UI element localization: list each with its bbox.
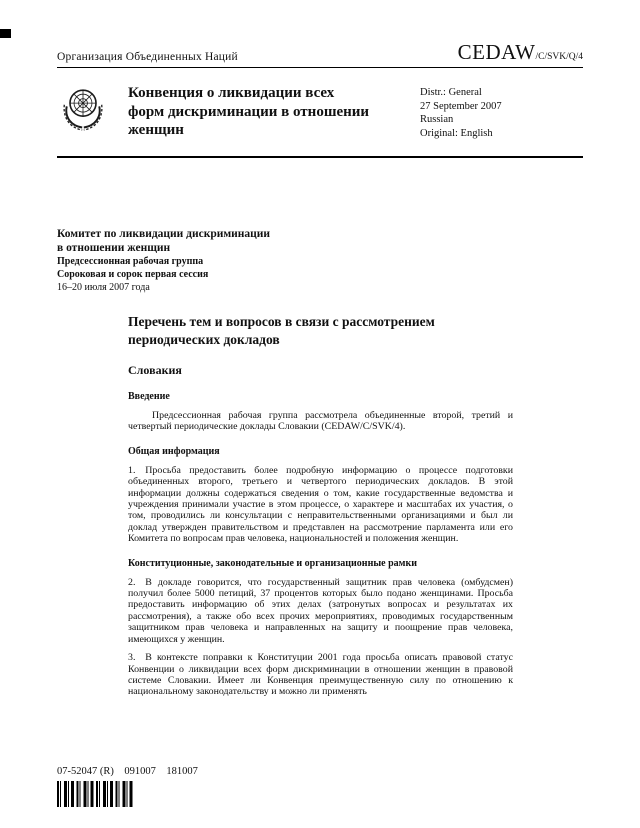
date-line: 27 September 2007 (420, 100, 502, 112)
header-rule-row (57, 42, 583, 68)
paragraph-1: 1. Просьба предоставить более подробную информацию о процессе подготовки объединенных второго, третьего и четвертого периодических докладов. В этой информации должны содержаться сведения о том, какие государственные ведомства и учреждения принимали участие в этом процессе, о характере и масштабах их участия, о том, проводились ли консультации с неправительственными организациями и был ли доклад утвержден правительством и представлен на рассмотрение парламента или его Комитета по вопросам прав человека, национальностей и положения женщин. (128, 464, 513, 545)
registration-mark (0, 29, 11, 38)
main-heading: Перечень тем и вопросов в связи с рассмотрением периодических докладов (128, 314, 435, 347)
header-divider (57, 156, 583, 158)
intro-paragraph: Предсессионная рабочая группа рассмотрела объединенные второй, третий и четвертый периодические доклады Словакии (CEDAW/C/SVK/4). (128, 410, 513, 433)
section-general-heading: Общая информация (128, 445, 220, 457)
section-framework-heading: Конституционные, законодательные и организационные рамки (128, 557, 417, 569)
un-emblem-icon (57, 82, 109, 139)
language-line: Russian (420, 114, 454, 125)
barcode (57, 781, 135, 807)
paragraph-3: 3. В контексте поправки к Конституции 2001 года просьба описать правовой статус Конвенции о ликвидации всех форм дискриминации в отношении женщин в правовой системе Словакии. Имеет ли Конвенция преимущественную силу по отношению к национальному законодательству и можно ли применять (128, 652, 513, 698)
original-line: Original: English (420, 127, 493, 139)
doc-symbol-suffix: /C/SVK/Q/4 (535, 52, 583, 62)
committee-name-line2: в отношении женщин (57, 242, 171, 254)
distr-block (420, 86, 502, 140)
footer-docnum: 07-52047 (R) 091007 181007 (57, 766, 198, 777)
section-intro-heading: Введение (128, 391, 170, 402)
doc-symbol-main: CEDAW (457, 40, 536, 64)
country-heading: Словакия (128, 363, 182, 377)
presession-working-group: Предсессионная рабочая группа (57, 256, 204, 267)
document-body (128, 313, 513, 698)
distr-line: Distr.: General (420, 87, 482, 98)
paragraph-2: 2. В докладе говорится, что государственный защитник прав человека (омбудсмен) получил более 5000 петиций, 37 процентов которых было подано женщинами. Просьба предоставить информацию об этих делах (затронутых вопросах и результатах их рассмотрения), а также обо всех прочих мероприятиях, проводимых государственным защитником прав человека и направленных на защиту и поощрение прав человека, имеющихся у женщин. (128, 576, 513, 645)
session-dates: 16–20 июля 2007 года (57, 282, 150, 293)
committee-name-line1: Комитет по ликвидации дискриминации (57, 228, 271, 240)
org-name: Организация Объединенных Наций (57, 51, 238, 63)
document-title: Конвенция о ликвидации всех форм дискриминации в отношении женщин (128, 85, 370, 138)
doc-symbol (458, 42, 583, 63)
session-block (57, 227, 270, 294)
session-title: Сороковая и сорок первая сессия (57, 269, 209, 280)
